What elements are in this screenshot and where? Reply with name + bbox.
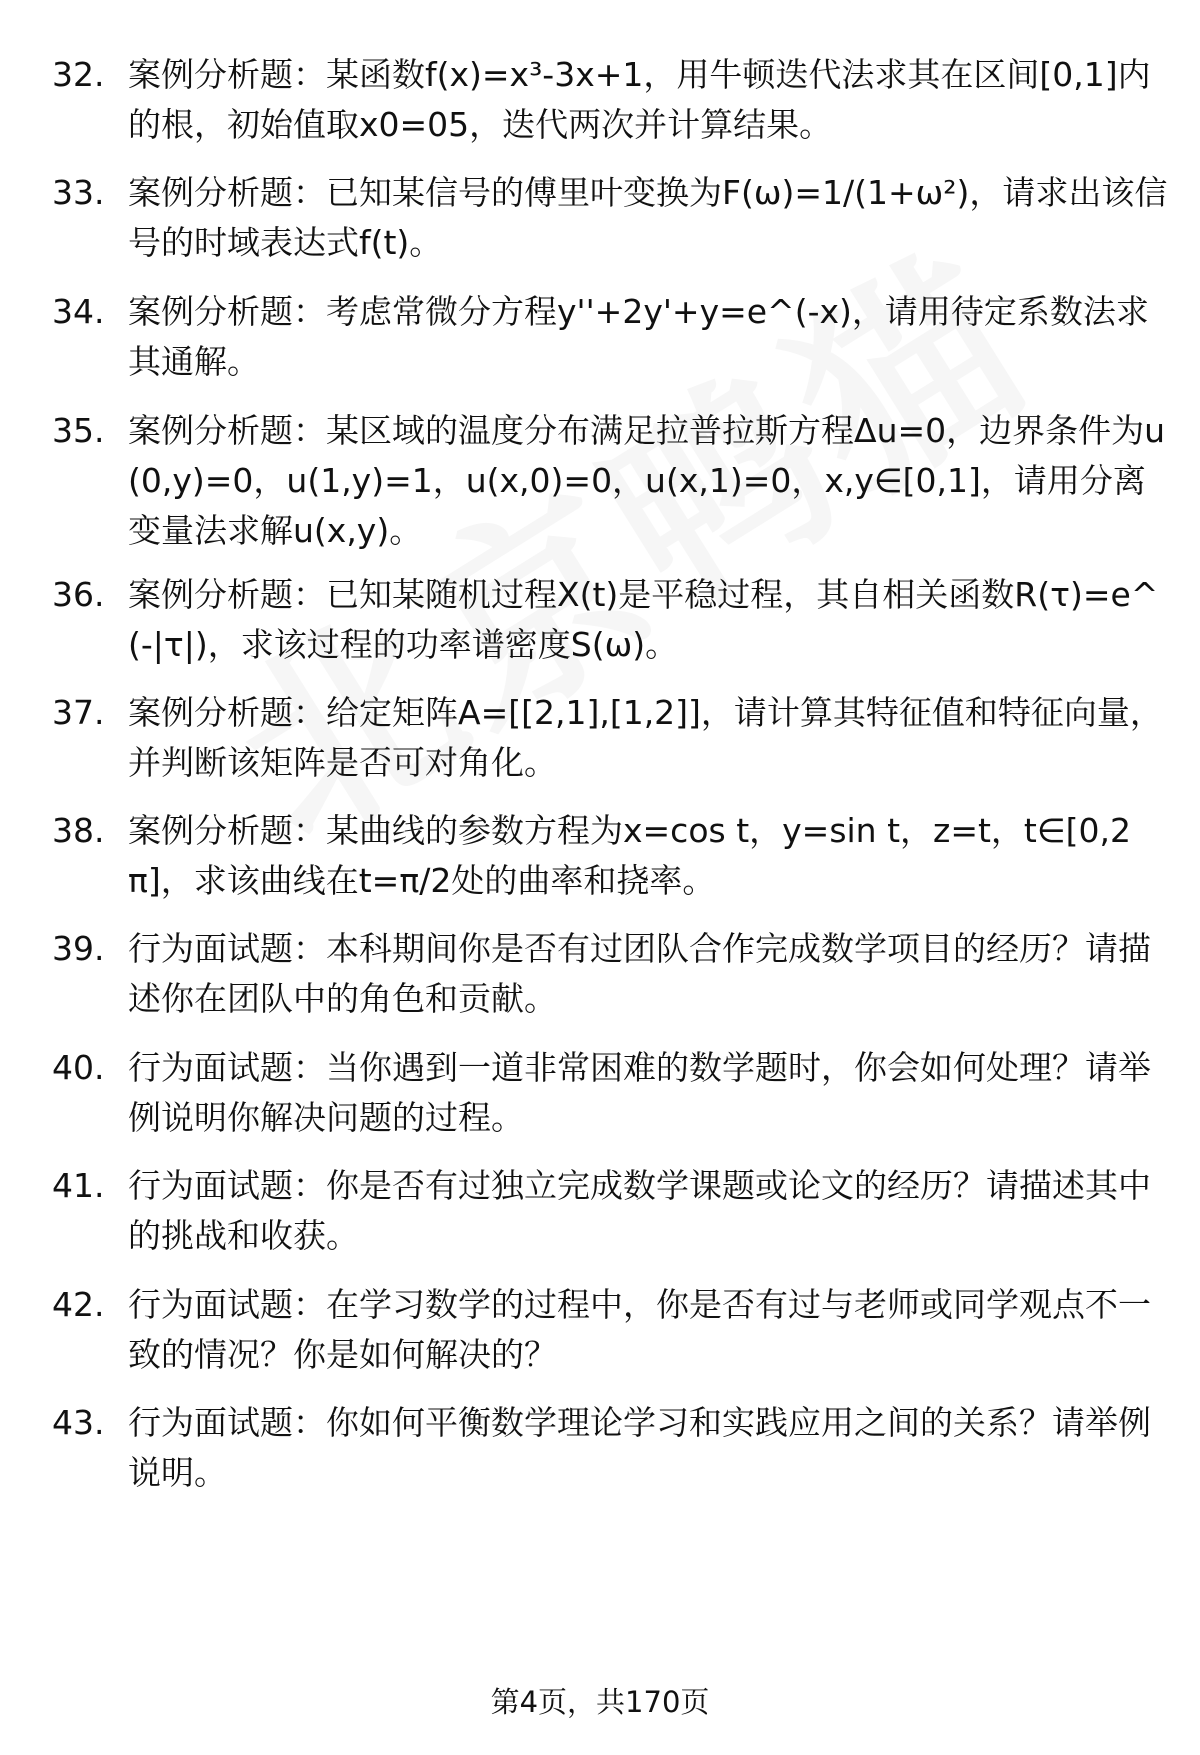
question-number: 38. bbox=[52, 811, 105, 850]
question-number: 40. bbox=[52, 1048, 105, 1087]
question-text: 案例分析题：考虑常微分方程y''+2y'+y=e^(-x)，请用待定系数法求其通解。 bbox=[128, 292, 1149, 381]
question-text: 案例分析题：某函数f(x)=x³-3x+1，用牛顿迭代法求其在区间[0,1]内的根，初始值取x0=05，迭代两次并计算结果。 bbox=[128, 55, 1151, 144]
question-text: 行为面试题：在学习数学的过程中，你是否有过与老师或同学观点不一致的情况？你是如何解决的？ bbox=[128, 1285, 1151, 1374]
question-number: 35. bbox=[52, 411, 105, 450]
question-number: 34. bbox=[52, 292, 105, 331]
question-number: 37. bbox=[52, 693, 105, 732]
question-number: 32. bbox=[52, 55, 105, 94]
question-number: 43. bbox=[52, 1403, 105, 1442]
question-text: 行为面试题：当你遇到一道非常困难的数学题时，你会如何处理？请举例说明你解决问题的过程。 bbox=[128, 1048, 1151, 1137]
question-number: 41. bbox=[52, 1166, 105, 1205]
question-number: 39. bbox=[52, 929, 105, 968]
question-text: 案例分析题：已知某随机过程X(t)是平稳过程，其自相关函数R(τ)=e^(-|τ|)，求该过程的功率谱密度S(ω)。 bbox=[128, 575, 1159, 664]
question-text: 行为面试题：你如何平衡数学理论学习和实践应用之间的关系？请举例说明。 bbox=[128, 1403, 1151, 1492]
question-text: 行为面试题：本科期间你是否有过团队合作完成数学项目的经历？请描述你在团队中的角色和贡献。 bbox=[128, 929, 1151, 1018]
question-text: 行为面试题：你是否有过独立完成数学课题或论文的经历？请描述其中的挑战和收获。 bbox=[128, 1166, 1151, 1255]
page-number-label: 第4页，共170页 bbox=[490, 1685, 710, 1719]
question-text: 案例分析题：给定矩阵A=[[2,1],[1,2]]，请计算其特征值和特征向量，并判断该矩阵是否可对角化。 bbox=[128, 693, 1163, 782]
question-number: 36. bbox=[52, 575, 105, 614]
question-text: 案例分析题：已知某信号的傅里叶变换为F(ω)=1/(1+ω²)，请求出该信号的时域表达式f(t)。 bbox=[128, 173, 1168, 262]
question-text: 案例分析题：某曲线的参数方程为x=cos t，y=sin t，z=t，t∈[0,2π]，求该曲线在t=π/2处的曲率和挠率。 bbox=[128, 811, 1131, 900]
page-footer bbox=[0, 1682, 1200, 1722]
question-number: 42. bbox=[52, 1285, 105, 1324]
question-number: 33. bbox=[52, 173, 105, 212]
question-text: 案例分析题：某区域的温度分布满足拉普拉斯方程Δu=0，边界条件为u(0,y)=0，u(1,y)=1，u(x,0)=0，u(x,1)=0，x,y∈[0,1]，请用分离变量法求解u(x,y)。 bbox=[128, 411, 1166, 550]
